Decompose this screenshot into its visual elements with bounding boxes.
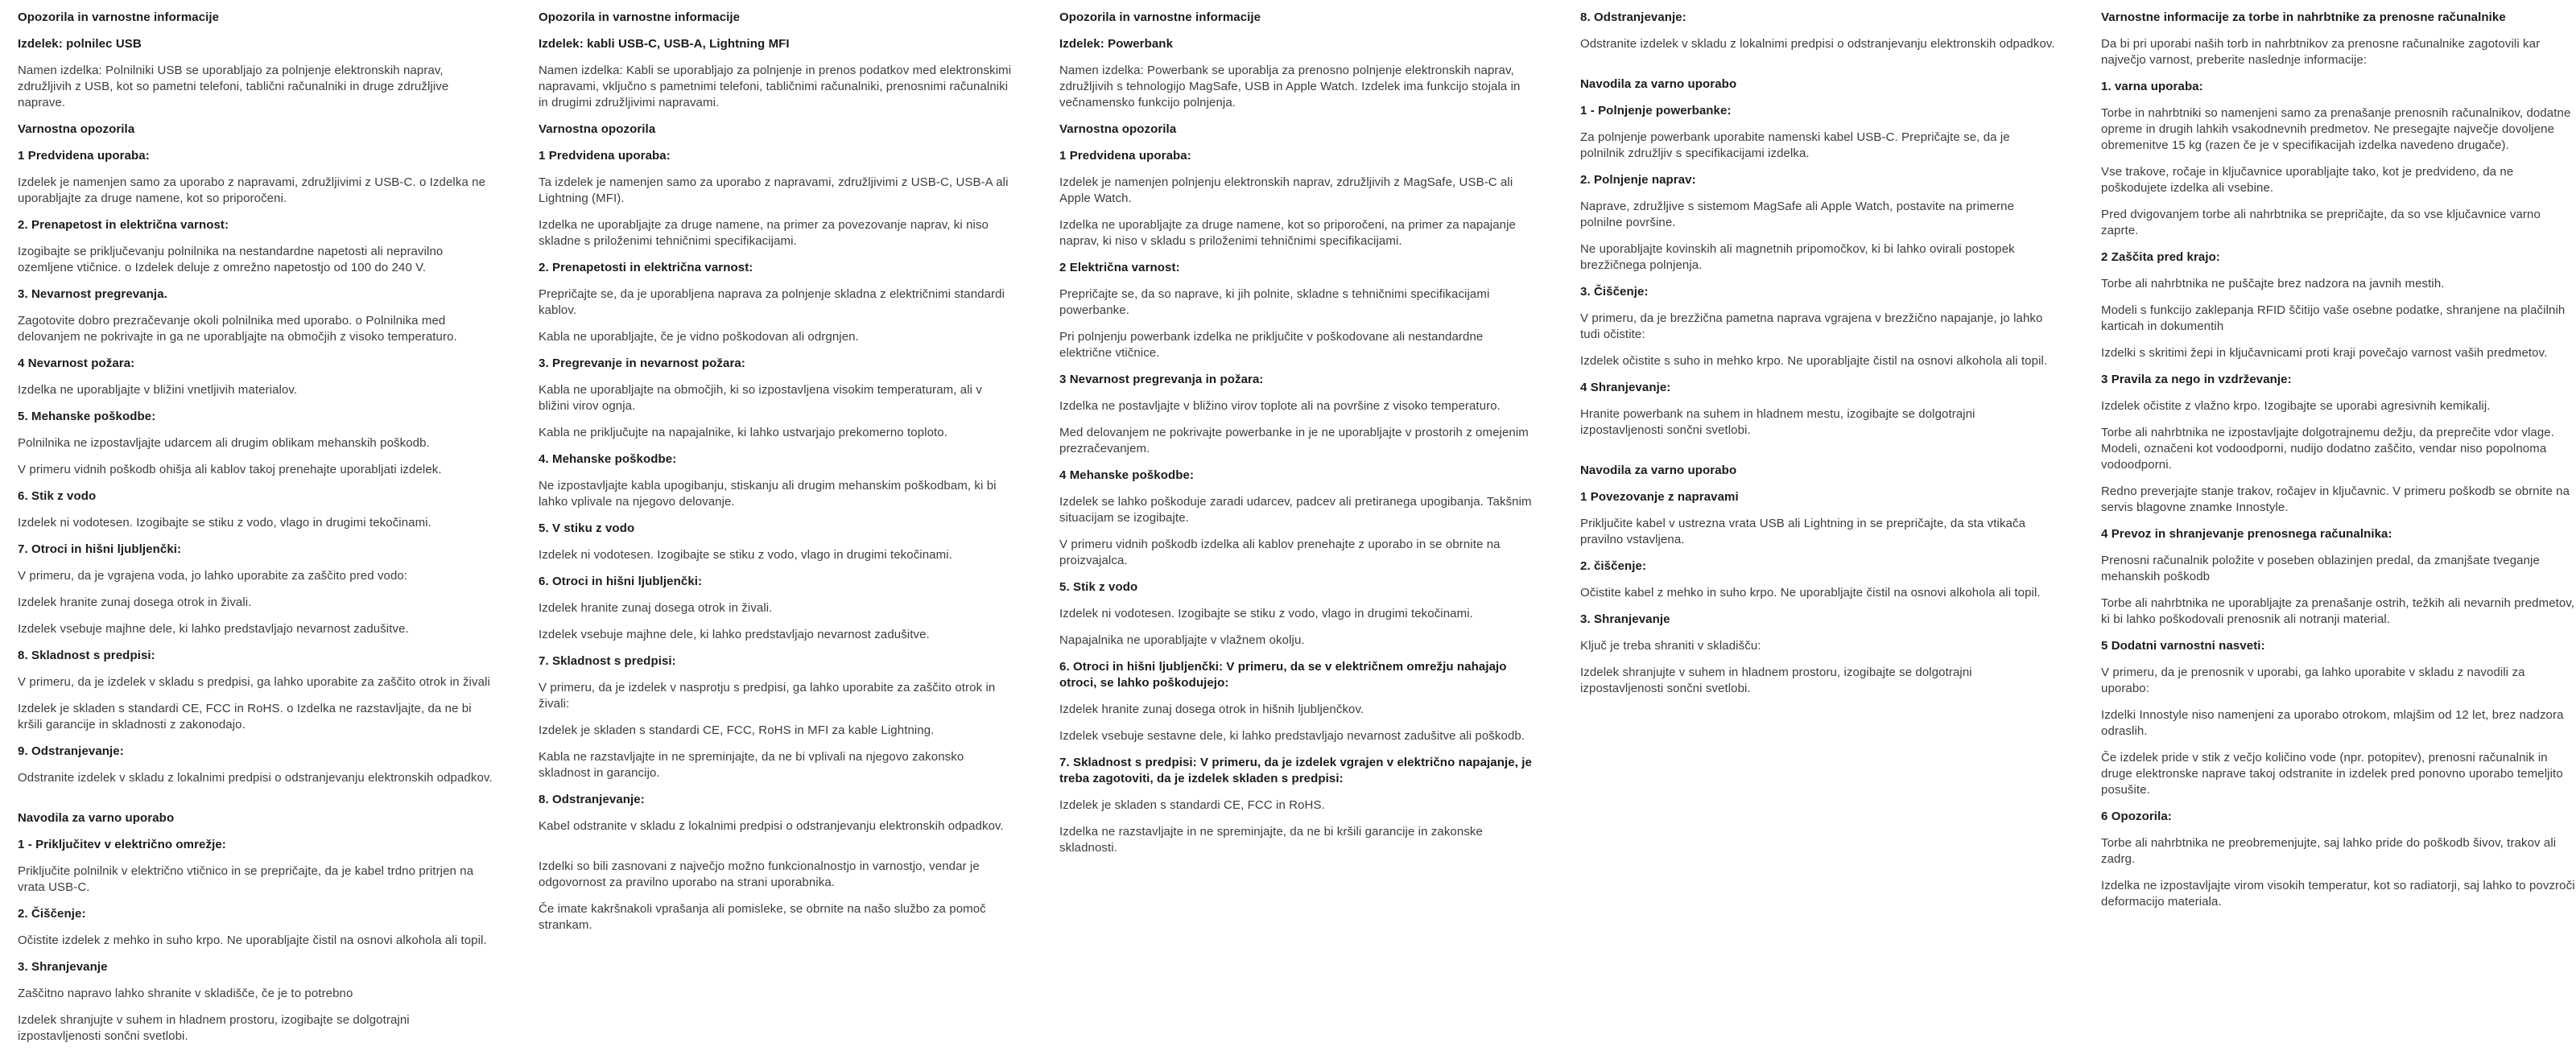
paragraph: Kabla ne priključujte na napajalnike, ki lahko ustvarjajo prekomerno toploto.: [539, 426, 947, 439]
section-heading: 3. Nevarnost pregrevanja.: [18, 287, 167, 301]
section-heading: 4 Nevarnost požara:: [18, 356, 135, 370]
section-heading: 5 Dodatni varnostni nasveti:: [2101, 639, 2265, 653]
section-heading: 1 Predvidena uporaba:: [539, 149, 671, 163]
paragraph: Izdelek je skladen s standardi CE, FCC in RoHS. o Izdelka ne razstavljajte, da ne bi kršili garancije in skladnosti z zakonodajo.: [18, 702, 472, 731]
paragraph: Ne uporabljajte kovinskih ali magnetnih pripomočkov, ki bi lahko ovirali postopek brezžičnega polnjenja.: [1580, 242, 2015, 272]
section-heading: Varnostna opozorila: [18, 122, 135, 136]
paragraph: Med delovanjem ne pokrivajte powerbanke in je ne uporabljajte v prostorih z omejenim prezračevanjem.: [1059, 426, 1529, 455]
paragraph: Izdelek je namenjen samo za uporabo z napravami, združljivimi z USB-C. o Izdelka ne uporabljajte za druge namene, kot so priporočeni.: [18, 175, 486, 205]
paragraph: V primeru vidnih poškodb ohišja ali kablov takoj prenehajte uporabljati izdelek.: [18, 463, 442, 476]
section-heading: 6. Otroci in hišni ljubljenčki:: [539, 575, 703, 588]
section-heading: 4. Mehanske poškodbe:: [539, 452, 677, 466]
paragraph: Izdelki so bili zasnovani z največjo možno funkcionalnostjo in varnostjo, vendar je odgovornost za pravilno uporabo na strani uporabnika.: [539, 859, 980, 889]
paragraph: Kabel odstranite v skladu z lokalnimi predpisi o odstranjevanju elektronskih odpadkov.: [539, 819, 1004, 833]
column-cables-warnings: [539, 10, 1013, 1055]
section-heading: 2. Polnjenje naprav:: [1580, 173, 1696, 187]
paragraph: Če imate kakršnakoli vprašanja ali pomisleke, se obrnite na našo službo za pomoč strankam.: [539, 902, 986, 932]
paragraph: Ne izpostavljajte kabla upogibanju, stiskanju ali drugim mehanskim poškodbam, ki bi lahko vplivale na njegovo delovanje.: [539, 479, 997, 509]
section-heading: 4 Prevoz in shranjevanje prenosnega računalnika:: [2101, 527, 2392, 541]
paragraph: V primeru, da je brezžična pametna naprava vgrajena v brezžično napajanje, jo lahko tudi očistite:: [1580, 311, 2043, 341]
paragraph: Zagotovite dobro prezračevanje okoli polnilnika med uporabo. o Polnilnika med delovanjem ne pokrivajte in ga ne uporabljajte na območjih z visoko temperaturo.: [18, 314, 457, 344]
section-heading: 9. Odstranjevanje:: [18, 744, 124, 758]
paragraph: Torbe ali nahrbtnika ne preobremenjujte, saj lahko pride do poškodb šivov, trakov ali zadrg.: [2101, 836, 2557, 866]
paragraph: Odstranite izdelek v skladu z lokalnimi predpisi o odstranjevanju elektronskih odpadkov.: [1580, 37, 2055, 51]
paragraph: V primeru, da je izdelek v skladu s predpisi, ga lahko uporabite za zaščito otrok in živali: [18, 675, 490, 689]
section-heading: 4 Mehanske poškodbe:: [1059, 468, 1195, 482]
paragraph: Izdelka ne razstavljajte in ne spreminjajte, da ne bi kršili garancije in zakonske skladnosti.: [1059, 825, 1483, 855]
section-heading: Varnostne informacije za torbe in nahrbtnike za prenosne računalnike: [2101, 10, 2506, 24]
section-heading: 1 Predvidena uporaba:: [1059, 149, 1191, 163]
section-heading: 5. V stiku z vodo: [539, 521, 635, 535]
section-heading: 1 - Priključitev v električno omrežje:: [18, 838, 226, 851]
column-usb-charger-warnings: [18, 10, 493, 1055]
paragraph: Izdelki s skritimi žepi in ključavnicami proti kraji povečajo varnost vaših predmetov.: [2101, 346, 2548, 360]
column-laptop-bags-safety: [2101, 10, 2576, 1055]
paragraph: Zaščitno napravo lahko shranite v skladišče, če je to potrebno: [18, 987, 353, 1000]
section-heading: Varnostna opozorila: [539, 122, 656, 136]
paragraph: Prenosni računalnik položite v poseben oblazinjen predal, da zmanjšate tveganje mehanskih poškodb: [2101, 554, 2540, 583]
paragraph: Izdelek hranite zunaj dosega otrok in živali.: [18, 595, 252, 609]
section-heading: 3. Čiščenje:: [1580, 285, 1649, 299]
section-heading: 6 Opozorila:: [2101, 810, 2172, 823]
paragraph: Pred dvigovanjem torbe ali nahrbtnika se prepričajte, da so vse ključavnice varno zaprte.: [2101, 208, 2541, 237]
paragraph: Priključite kabel v ustrezna vrata USB ali Lightning in se prepričajte, da sta vtikača pravilno vstavljena.: [1580, 517, 2026, 546]
section-heading: Izdelek: kabli USB-C, USB-A, Lightning MFI: [539, 37, 790, 51]
paragraph: Izdelek je namenjen polnjenju elektronskih naprav, združljivih z MagSafe, USB-C ali Apple Watch.: [1059, 175, 1513, 205]
section-heading: Opozorila in varnostne informacije: [539, 10, 741, 24]
section-heading: 6. Otroci in hišni ljubljenčki: V primeru, da se v električnem omrežju nahajajo otroci, se lahko poškodujejo:: [1059, 660, 1507, 690]
paragraph: Izdelek shranjujte v suhem in hladnem prostoru, izogibajte se dolgotrajni izpostavljenosti sončni svetlobi.: [18, 1013, 410, 1043]
section-heading: 3. Shranjevanje: [1580, 612, 1670, 626]
section-heading: 3. Pregrevanje in nevarnost požara:: [539, 356, 745, 370]
section-heading: Varnostna opozorila: [1059, 122, 1177, 136]
section-heading: 6. Stik z vodo: [18, 489, 97, 503]
paragraph: Izdelka ne uporabljajte za druge namene, na primer za povezovanje naprav, ki niso skladne s priloženimi tehničnimi specifikacijami.: [539, 218, 989, 248]
section-heading: 2. čiščenje:: [1580, 559, 1647, 573]
section-heading: 8. Odstranjevanje:: [1580, 10, 1686, 24]
section-heading: 7. Skladnost s predpisi: V primeru, da je izdelek vgrajen v električno napajanje, je treba zagotoviti, da je izdelek skladen s predpisi:: [1059, 756, 1532, 785]
paragraph: Kabla ne uporabljajte na območjih, ki so izpostavljena visokim temperaturam, ali v bližini virov ognja.: [539, 383, 982, 413]
paragraph: Izdelek vsebuje sestavne dele, ki lahko predstavljajo nevarnost zadušitve ali poškodb.: [1059, 729, 1525, 743]
paragraph: Torbe ali nahrbtnika ne izpostavljajte dolgotrajnemu dežju, da preprečite vdor vlage. Modeli, označeni kot vodoodporni, nudijo dodatno zaščito, vendar niso popolnoma vodoodporni.: [2101, 426, 2554, 472]
paragraph: Torbe ali nahrbtnika ne puščajte brez nadzora na javnih mestih.: [2101, 277, 2445, 291]
paragraph: Torbe in nahrbtniki so namenjeni samo za prenašanje prenosnih računalnikov, dodatne opreme in drugih lahkih vsakodnevnih predmetov. Ne presegajte največje dovoljene obremenitve 15 kg (razen če je v specifikacijah izdelka navedeno drugače).: [2101, 106, 2571, 152]
paragraph: Ta izdelek je namenjen samo za uporabo z napravami, združljivimi z USB-C, USB-A ali Lightning (MFI).: [539, 175, 1009, 205]
paragraph: Namen izdelka: Kabli se uporabljajo za polnjenje in prenos podatkov med elektronskimi napravami, vključno s pametnimi telefoni, tabličnimi računalniki, prenosnimi računalniki in drugimi združljivimi napravami.: [539, 64, 1012, 109]
paragraph: Napajalnika ne uporabljajte v vlažnem okolju.: [1059, 633, 1305, 647]
section-heading: Navodila za varno uporabo: [1580, 464, 1737, 477]
section-heading: Opozorila in varnostne informacije: [18, 10, 220, 24]
paragraph: Izdelka ne uporabljajte za druge namene, kot so priporočeni, na primer za napajanje naprav, ki niso v skladu s priloženimi tehničnimi specifikacijami.: [1059, 218, 1516, 248]
section-heading: 3. Shranjevanje: [18, 960, 108, 974]
paragraph: Če izdelek pride v stik z večjo količino vode (npr. potopitev), prenosni računalnik in druge elektronske naprave takoj odstranite in izdelek pred ponovno uporabo temeljito posušite.: [2101, 751, 2563, 797]
paragraph: Pri polnjenju powerbank izdelka ne priključite v poškodovane ali nestandardne električne vtičnice.: [1059, 330, 1484, 360]
paragraph: Polnilnika ne izpostavljajte udarcem ali drugim oblikam mehanskih poškodb.: [18, 436, 430, 450]
section-heading: 3 Nevarnost pregrevanja in požara:: [1059, 373, 1264, 386]
paragraph: Odstranite izdelek v skladu z lokalnimi predpisi o odstranjevanju elektronskih odpadkov.: [18, 771, 493, 785]
section-heading: 1. varna uporaba:: [2101, 80, 2203, 93]
paragraph: Priključite polnilnik v električno vtičnico in se prepričajte, da je kabel trdno pritrjen na vrata USB-C.: [18, 864, 474, 894]
column-powerbank-warnings: [1059, 10, 1534, 1055]
paragraph: Izdelka ne uporabljajte v bližini vnetljivih materialov.: [18, 383, 298, 397]
section-heading: 1 Povezovanje z napravami: [1580, 490, 1739, 504]
paragraph: Izdelek vsebuje majhne dele, ki lahko predstavljajo nevarnost zadušitve.: [18, 622, 409, 636]
section-heading: 2. Prenapetost in električna varnost:: [18, 218, 229, 232]
paragraph: Kabla ne uporabljajte, če je vidno poškodovan ali odrgnjen.: [539, 330, 859, 344]
column-powerbank-cable-instructions: [1580, 10, 2055, 1055]
section-heading: Izdelek: Powerbank: [1059, 37, 1174, 51]
paragraph: Da bi pri uporabi naših torb in nahrbtnikov za prenosne računalnike zagotovili kar največjo varnost, preberite naslednje informacije:: [2101, 37, 2541, 67]
paragraph: Izdelek se lahko poškoduje zaradi udarcev, padcev ali pretiranega upogibanja. Takšnim situacijam se izogibajte.: [1059, 495, 1532, 525]
section-heading: 3 Pravila za nego in vzdrževanje:: [2101, 373, 2292, 386]
paragraph: Redno preverjajte stanje trakov, ročajev in ključavnic. V primeru poškodb se obrnite na servis blagovne znamke Innostyle.: [2101, 484, 2570, 514]
paragraph: Izogibajte se priključevanju polnilnika na nestandardne napetosti ali nepravilno ozemljene vtičnice. o Izdelek deluje z omrežno napetostjo od 100 do 240 V.: [18, 245, 444, 274]
paragraph: Izdelek očistite s suho in mehko krpo. Ne uporabljajte čistil na osnovi alkohola ali topil.: [1580, 354, 2048, 368]
paragraph: Namen izdelka: Powerbank se uporablja za prenosno polnjenje elektronskih naprav, združljivih s tehnologijo MagSafe, USB in Apple Watch. Izdelek ima funkcijo stojala in večnamensko funkcijo polnjenja.: [1059, 64, 1521, 109]
section-heading: 2 Zaščita pred krajo:: [2101, 250, 2220, 264]
section-heading: 8. Skladnost s predpisi:: [18, 649, 155, 662]
section-heading: 7. Otroci in hišni ljubljenčki:: [18, 542, 182, 556]
section-heading: 2. Čiščenje:: [18, 907, 86, 921]
section-heading: 1 Predvidena uporaba:: [18, 149, 150, 163]
paragraph: Namen izdelka: Polnilniki USB se uporabljajo za polnjenje elektronskih naprav, združljivih z USB, kot so pametni telefoni, tablični računalniki in druge združljive naprave.: [18, 64, 449, 109]
paragraph: V primeru, da je vgrajena voda, jo lahko uporabite za zaščito pred vodo:: [18, 569, 408, 583]
paragraph: Kabla ne razstavljajte in ne spreminjajte, da ne bi vplivali na njegovo zakonsko skladnost in garancijo.: [539, 750, 964, 780]
section-heading: Navodila za varno uporabo: [18, 811, 175, 825]
section-heading: 4 Shranjevanje:: [1580, 381, 1671, 394]
paragraph: Hranite powerbank na suhem in hladnem mestu, izogibajte se dolgotrajni izpostavljenosti sončni svetlobi.: [1580, 407, 1975, 437]
paragraph: Izdelek hranite zunaj dosega otrok in hišnih ljubljenčkov.: [1059, 703, 1364, 716]
paragraph: Izdelka ne izpostavljajte virom visokih temperatur, kot so radiatorji, saj lahko to povzroči deformacijo materiala.: [2101, 879, 2575, 909]
section-heading: 2. Prenapetosti in električna varnost:: [539, 261, 753, 274]
paragraph: Izdelek očistite z vlažno krpo. Izogibajte se uporabi agresivnih kemikalij.: [2101, 399, 2491, 413]
paragraph: Torbe ali nahrbtnika ne uporabljajte za prenašanje ostrih, težkih ali nevarnih predmetov, ki bi lahko poškodovali prenosnik ali notranji material.: [2101, 596, 2575, 626]
paragraph: Izdelek je skladen s standardi CE, FCC, RoHS in MFI za kable Lightning.: [539, 723, 935, 737]
paragraph: Za polnjenje powerbank uporabite namenski kabel USB-C. Prepričajte se, da je polnilnik združljiv s specifikacijami izdelka.: [1580, 130, 2010, 160]
paragraph: Naprave, združljive s sistemom MagSafe ali Apple Watch, postavite na primerne polnilne površine.: [1580, 200, 2015, 229]
paragraph: V primeru vidnih poškodb izdelka ali kablov prenehajte z uporabo in se obrnite na proizvajalca.: [1059, 538, 1501, 567]
section-heading: Navodila za varno uporabo: [1580, 77, 1737, 91]
paragraph: Vse trakove, ročaje in ključavnice uporabljajte tako, kot je predvideno, da ne poškodujete izdelka ali vsebine.: [2101, 165, 2514, 195]
paragraph: Izdelka ne postavljajte v bližino virov toplote ali na površine z visoko temperaturo.: [1059, 399, 1501, 413]
section-heading: Opozorila in varnostne informacije: [1059, 10, 1261, 24]
section-heading: 8. Odstranjevanje:: [539, 793, 645, 806]
paragraph: Izdelek ni vodotesen. Izogibajte se stiku z vodo, vlago in drugimi tekočinami.: [18, 516, 431, 530]
paragraph: Izdelek hranite zunaj dosega otrok in živali.: [539, 601, 773, 615]
paragraph: Ključ je treba shraniti v skladišču:: [1580, 639, 1761, 653]
paragraph: Izdelki Innostyle niso namenjeni za uporabo otrokom, mlajšim od 12 let, brez nadzora odraslih.: [2101, 708, 2564, 738]
section-heading: 5. Mehanske poškodbe:: [18, 410, 156, 423]
section-heading: 7. Skladnost s predpisi:: [539, 654, 676, 668]
paragraph: Očistite izdelek z mehko in suho krpo. Ne uporabljajte čistil na osnovi alkohola ali topil.: [18, 933, 487, 947]
paragraph: V primeru, da je izdelek v nasprotju s predpisi, ga lahko uporabite za zaščito otrok in živali:: [539, 681, 996, 711]
paragraph: V primeru, da je prenosnik v uporabi, ga lahko uporabite v skladu z navodili za uporabo:: [2101, 666, 2525, 695]
paragraph: Prepričajte se, da so naprave, ki jih polnite, skladne s tehničnimi specifikacijami powerbanke.: [1059, 287, 1490, 317]
paragraph: Izdelek shranjujte v suhem in hladnem prostoru, izogibajte se dolgotrajni izpostavljenosti sončni svetlobi.: [1580, 666, 1972, 695]
section-heading: 5. Stik z vodo: [1059, 580, 1138, 594]
section-heading: 1 - Polnjenje powerbanke:: [1580, 104, 1732, 117]
paragraph: Izdelek je skladen s standardi CE, FCC in RoHS.: [1059, 798, 1325, 812]
paragraph: Prepričajte se, da je uporabljena naprava za polnjenje skladna z električnimi standardi kablov.: [539, 287, 1005, 317]
section-heading: Izdelek: polnilec USB: [18, 37, 142, 51]
paragraph: Modeli s funkcijo zaklepanja RFID ščitijo vaše osebne podatke, shranjene na plačilnih karticah in dokumentih: [2101, 303, 2566, 333]
paragraph: Očistite kabel z mehko in suho krpo. Ne uporabljajte čistil na osnovi alkohola ali topil.: [1580, 586, 2041, 600]
section-heading: 2 Električna varnost:: [1059, 261, 1180, 274]
paragraph: Izdelek ni vodotesen. Izogibajte se stiku z vodo, vlago in drugimi tekočinami.: [1059, 607, 1473, 620]
paragraph: Izdelek ni vodotesen. Izogibajte se stiku z vodo, vlago in drugimi tekočinami.: [539, 548, 952, 562]
paragraph: Izdelek vsebuje majhne dele, ki lahko predstavljajo nevarnost zadušitve.: [539, 628, 930, 641]
